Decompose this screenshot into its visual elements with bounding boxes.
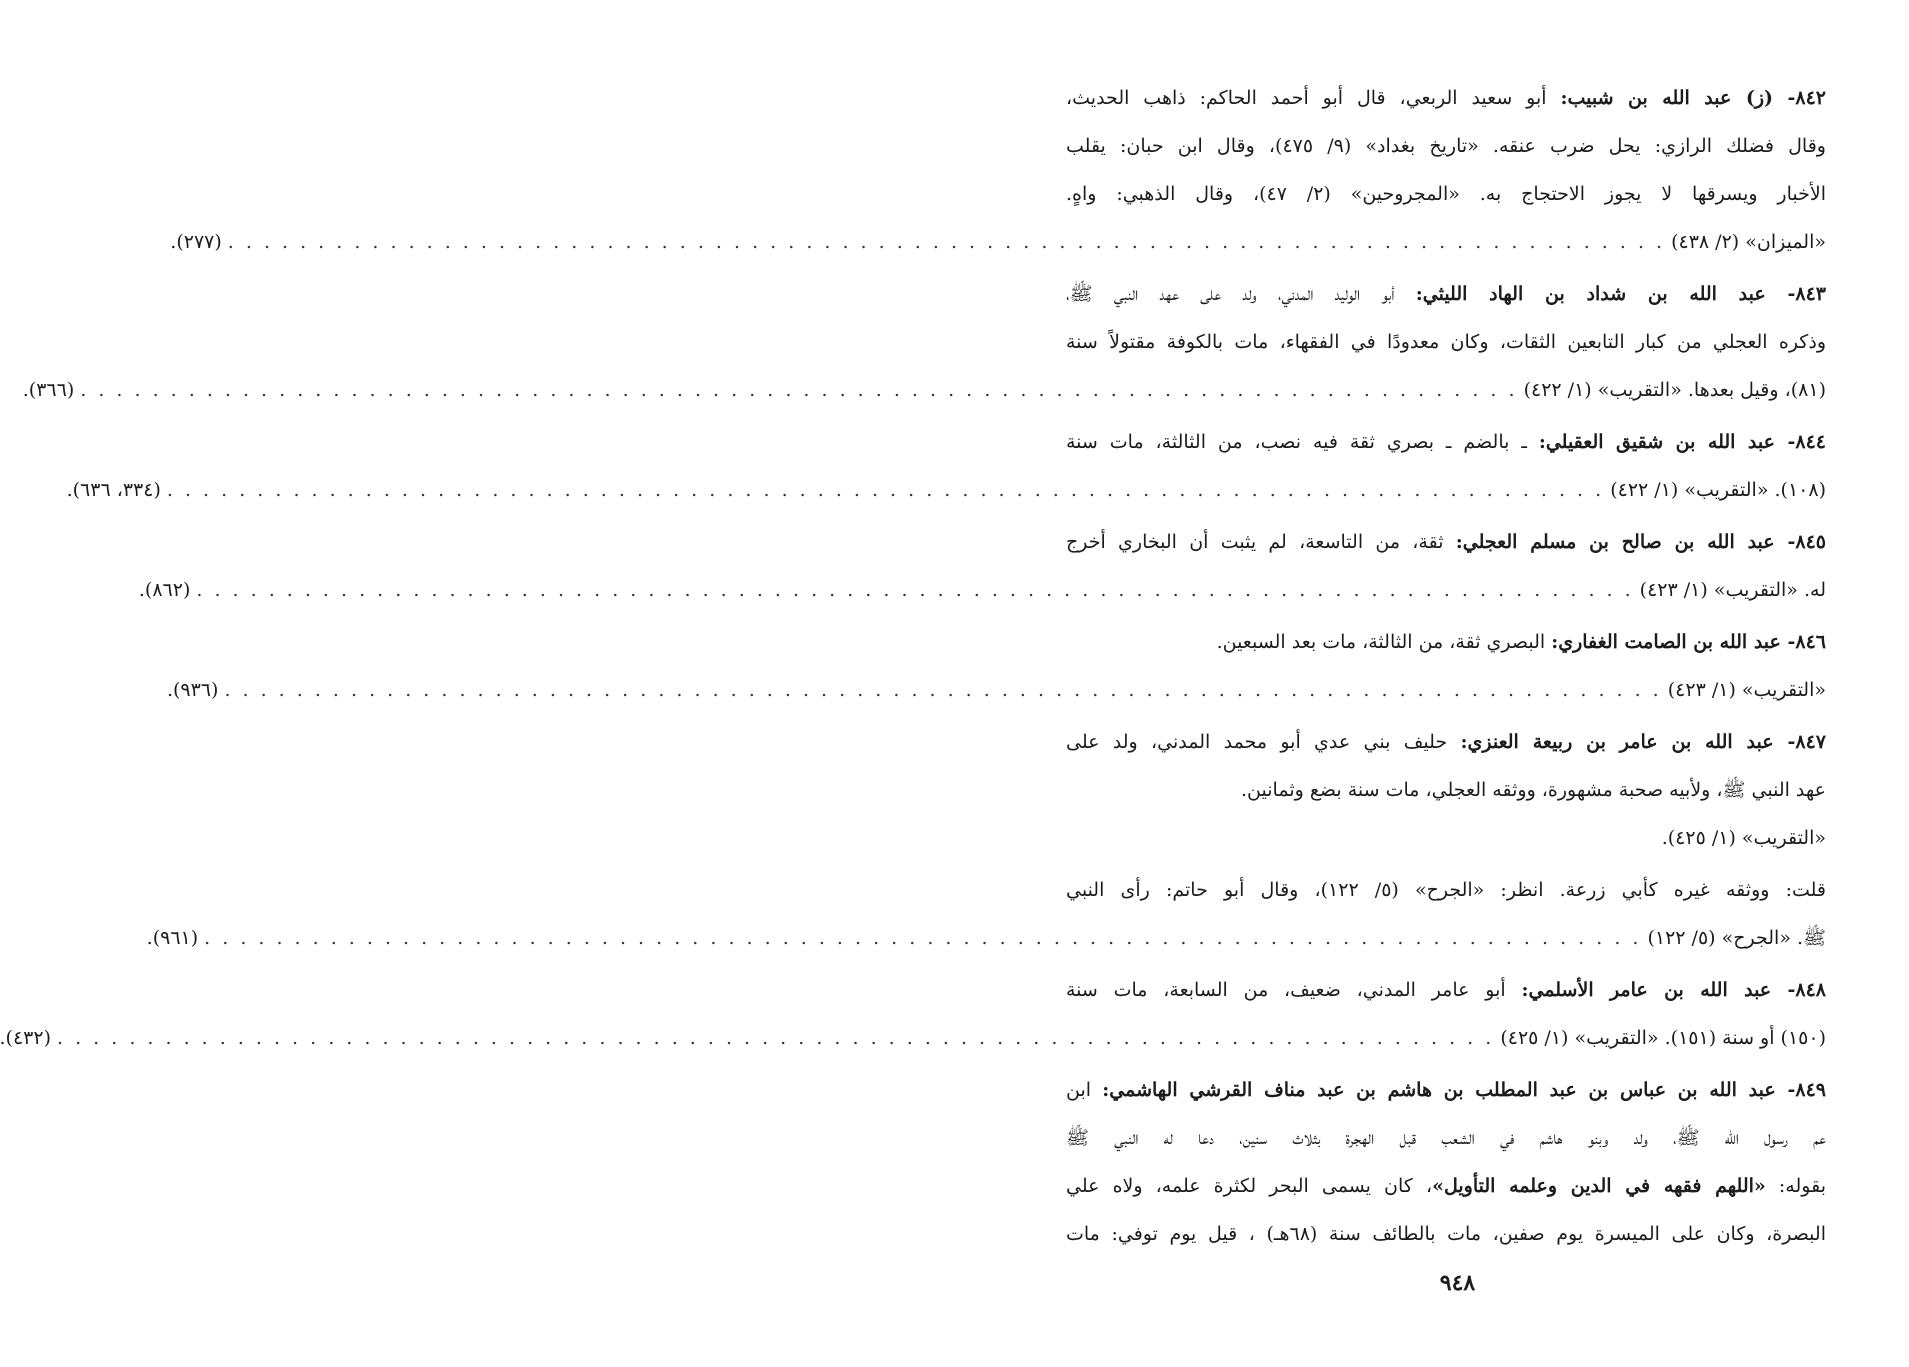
entry-text: ثقة، من التاسعة، لم يثبت أن البخاري أخرج <box>1066 531 1456 553</box>
reference-source: له. «التقريب» (١/ ٤٢٣) <box>1639 579 1826 601</box>
entry-heading: ٨٤٢- (ز) عبد الله بن شبيب: <box>1560 87 1826 109</box>
quoted-supplication: «اللهم فقهه في الدين وعلمه التأويل» <box>1432 1175 1766 1197</box>
biography-entry <box>166 618 1826 714</box>
reference-line <box>66 466 1826 514</box>
biography-entry <box>170 74 1826 266</box>
reference-source: (١٥٠) أو سنة (١٥١). «التقريب» (١/ ٤٢٥) <box>1500 1027 1826 1049</box>
entry-text: وقال فضلك الرازي: يحل ضرب عنقه. «تاريخ بغداد» (٩/ ٤٧٥)، وقال ابن حبان: يقلب <box>1066 135 1826 157</box>
reference-source: (١٠٨). «التقريب» (١/ ٤٢٢) <box>1610 479 1826 501</box>
biography-entry <box>146 866 1826 962</box>
reference-number: (٤٣٢). <box>0 1027 52 1049</box>
reference-number: (٣٦٦). <box>22 379 75 401</box>
entry-heading: ٨٤٩- عبد الله بن عباس بن عبد المطلب بن هاشم بن عبد مناف القرشي الهاشمي: <box>1102 1079 1826 1101</box>
reference-line <box>22 366 1826 414</box>
biography-entry <box>0 966 1827 1062</box>
entry-text: حليف بني عدي أبو محمد المدني، ولد على <box>1066 731 1461 753</box>
text-line <box>1066 122 1826 170</box>
biography-entry <box>22 270 1826 414</box>
dot-leader: . . . . . . . . . . . . . . . . . . . . . . . . . . . . . . . . . . . . . . . . . . . . . . . . . . . . . . . . . . . . . . . . . . . . . . . . . . . . . . . . <box>57 1027 1495 1049</box>
biography-entry <box>1066 1066 1826 1258</box>
reference-source: (٨١)، وقيل بعدها. «التقريب» (١/ ٤٢٢) <box>1523 379 1826 401</box>
entry-text: أبو سعيد الربعي، قال أبو أحمد الحاكم: ذاهب الحديث، <box>1066 87 1561 109</box>
entry-text: البصرة، وكان على الميسرة يوم صفين، مات بالطائف سنة (٦٨هـ) ، قيل يوم توفي: مات <box>1066 1223 1826 1245</box>
entry-text: عهد النبي ﷺ، ولأبيه صحبة مشهورة، ووثقه العجلي، مات سنة بضع وثمانين. <box>1241 779 1826 801</box>
reference-source: «الميزان» (٢/ ٤٣٨) <box>1671 231 1826 253</box>
text-line <box>1066 718 1826 766</box>
entry-heading: ٨٤٦- عبد الله بن الصامت الغفاري: <box>1551 631 1826 653</box>
page-number: ٩٤٨ <box>1439 1270 1476 1296</box>
dot-leader: . . . . . . . . . . . . . . . . . . . . . . . . . . . . . . . . . . . . . . . . . . . . . . . . . . . . . . . . . . . . . . . . . . . . . . . . . . . . . . . . <box>196 579 1634 601</box>
entry-text: قلت: ووثقه غيره كأبي زرعة. انظر: «الجرح» (٥/ ١٢٢)، وقال أبو حاتم: رأى النبي <box>1066 879 1826 901</box>
reference-number: (٣٣٤، ٦٣٦). <box>66 479 161 501</box>
dot-leader: . . . . . . . . . . . . . . . . . . . . . . . . . . . . . . . . . . . . . . . . . . . . . . . . . . . . . . . . . . . . . . . . . . . . . . . . . . . . . . . . <box>204 927 1642 949</box>
text-line <box>1066 74 1826 122</box>
dot-leader: . . . . . . . . . . . . . . . . . . . . . . . . . . . . . . . . . . . . . . . . . . . . . . . . . . . . . . . . . . . . . . . . . . . . . . . . . . . . . . . . <box>80 379 1518 401</box>
entry-text: «التقريب» (١/ ٤٢٥). <box>1661 827 1826 849</box>
reference-line <box>146 914 1826 962</box>
reference-line <box>0 1014 1826 1062</box>
entry-text: بقوله: <box>1765 1175 1826 1197</box>
page-body <box>0 74 1827 1258</box>
entry-text: ، كان يسمى البحر لكثرة علمه، ولاه علي <box>1066 1175 1433 1197</box>
entry-heading: ٨٤٨- عبد الله بن عامر الأسلمي: <box>1521 979 1827 1001</box>
entry-text: ـ بالضم ـ بصري ثقة فيه نصب، من الثالثة، مات سنة <box>1066 431 1539 453</box>
reference-number: (٨٦٢). <box>138 579 191 601</box>
text-line <box>1066 318 1826 366</box>
reference-number: (٢٧٧). <box>170 231 222 253</box>
text-line <box>1066 866 1826 914</box>
text-line <box>1066 766 1826 814</box>
text-line <box>1066 518 1826 566</box>
dot-leader: . . . . . . . . . . . . . . . . . . . . . . . . . . . . . . . . . . . . . . . . . . . . . . . . . . . . . . . . . . . . . . . . . . . . . . . . . . . . . . . . <box>224 679 1662 701</box>
entry-text: أبو عامر المدني، ضعيف، من السابعة، مات سنة <box>1066 979 1522 1001</box>
dot-leader: . . . . . . . . . . . . . . . . . . . . . . . . . . . . . . . . . . . . . . . . . . . . . . . . . . . . . . . . . . . . . . . . . . . . . . . . . . . . . . . . <box>166 479 1605 501</box>
entry-heading: ٨٤٧- عبد الله بن عامر بن ربيعة العنزي: <box>1460 731 1827 753</box>
reference-line <box>170 218 1826 266</box>
biography-entry <box>1066 718 1826 862</box>
entry-heading: ٨٤٥- عبد الله بن صالح بن مسلم العجلي: <box>1455 531 1826 553</box>
entry-text: ابن <box>1066 1079 1103 1101</box>
text-line <box>1066 618 1826 666</box>
entry-text: البصري ثقة، من الثالثة، مات بعد السبعين. <box>1216 631 1552 653</box>
text-line <box>1066 1066 1826 1114</box>
reference-line <box>166 666 1826 714</box>
text-line <box>1066 1162 1826 1210</box>
entry-text: وذكره العجلي من كبار التابعين الثقات، وكان معدودًا في الفقهاء، مات بالكوفة مقتولاً سنة <box>1066 331 1826 353</box>
reference-line <box>138 566 1826 614</box>
entry-heading: ٨٤٣- عبد الله بن شداد بن الهاد الليثي: <box>1415 283 1826 305</box>
entry-text: عم رسول الله ﷺ، ولد وبنو هاشم في الشعب قبل الهجرة بثلاث سنين، دعا له النبي ﷺ <box>1066 1127 1826 1149</box>
text-line <box>1066 1114 1826 1162</box>
reference-source: «التقريب» (١/ ٤٢٣) <box>1667 679 1826 701</box>
text-line <box>1066 170 1826 218</box>
reference-source: ﷺ. «الجرح» (٥/ ١٢٢) <box>1647 927 1826 949</box>
text-line <box>1066 966 1826 1014</box>
text-line <box>1066 814 1826 862</box>
reference-number: (٩٦١). <box>146 927 199 949</box>
entry-heading: ٨٤٤- عبد الله بن شقيق العقيلي: <box>1538 431 1826 453</box>
text-line <box>1066 418 1826 466</box>
text-line <box>1066 1210 1826 1258</box>
entry-text: أبو الوليد المدني، ولد على عهد النبي ﷺ، <box>1066 283 1416 305</box>
reference-number: (٩٣٦). <box>166 679 219 701</box>
entry-text: الأخبار ويسرقها لا يجوز الاحتجاج به. «المجروحين» (٢/ ٤٧)، وقال الذهبي: واهٍ. <box>1066 183 1826 205</box>
biography-entry <box>138 518 1826 614</box>
biography-entry <box>66 418 1826 514</box>
text-line <box>1066 270 1826 318</box>
dot-leader: . . . . . . . . . . . . . . . . . . . . . . . . . . . . . . . . . . . . . . . . . . . . . . . . . . . . . . . . . . . . . . . . . . . . . . . . . . . . . . . . <box>227 231 1666 253</box>
